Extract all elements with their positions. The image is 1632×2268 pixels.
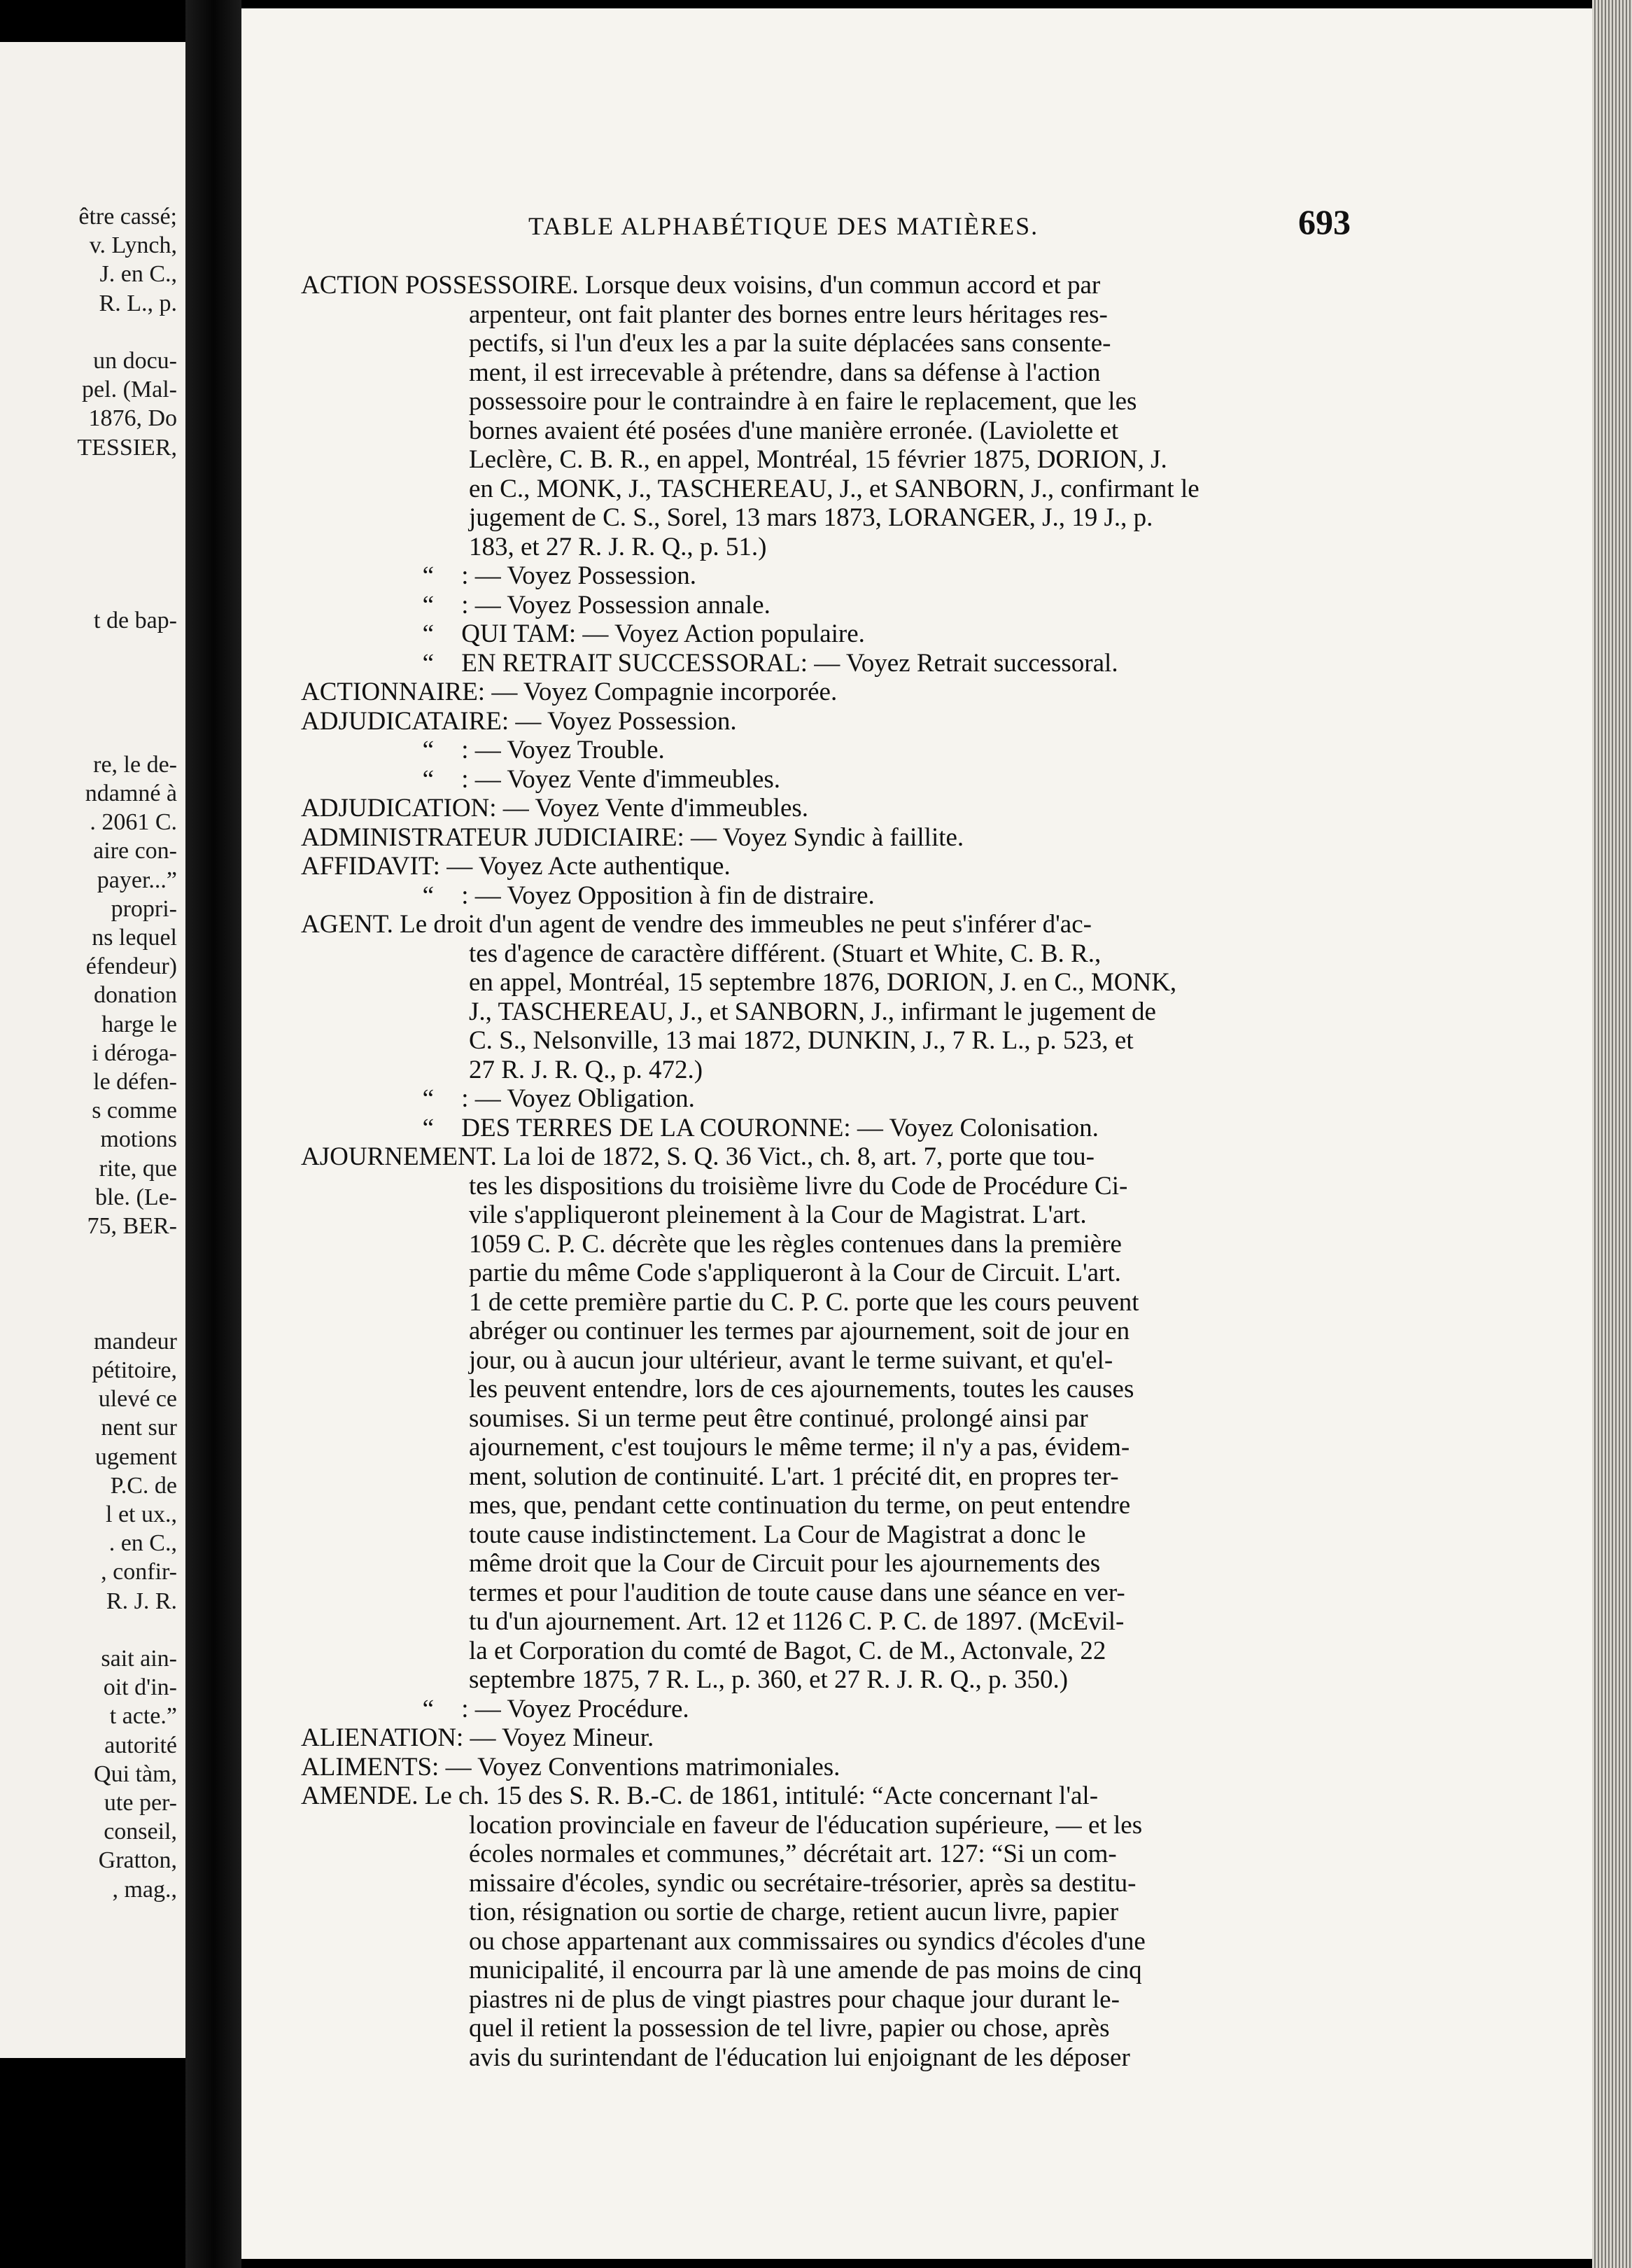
index-continuation-line: pectifs, si l'un d'eux les a par la suite déplacées sans consente- xyxy=(469,329,1111,358)
subentry-text: : — Voyez Trouble. xyxy=(455,736,665,764)
facing-page-fragment: donation xyxy=(94,982,177,1009)
facing-page-fragment: oit d'in- xyxy=(103,1674,177,1701)
facing-page-fragment: être cassé; xyxy=(78,204,177,230)
ditto-mark: “ xyxy=(422,648,434,678)
index-continuation-line: municipalité, il encourra par là une amende de pas moins de cinq xyxy=(469,1956,1142,1984)
index-continuation-line: 27 R. J. R. Q., p. 472.) xyxy=(469,1055,703,1084)
subentry-text: : — Voyez Obligation. xyxy=(455,1084,695,1113)
index-entry-line: AFFIDAVIT: — Voyez Acte authentique. xyxy=(301,852,731,881)
facing-page-fragment: ndamné à xyxy=(85,780,177,806)
index-continuation-line: 1059 C. P. C. décrète que les règles contenues dans la première xyxy=(469,1229,1122,1259)
index-continuation-line: J., TASCHEREAU, J., et SANBORN, J., infirmant le jugement de xyxy=(469,997,1156,1026)
facing-page-fragment: propri- xyxy=(111,895,177,922)
index-page xyxy=(241,8,1592,2259)
facing-page-fragment: conseil, xyxy=(104,1819,177,1845)
facing-page-fragment: ute per- xyxy=(104,1790,177,1816)
index-continuation-line: 1 de cette première partie du C. P. C. porte que les cours peuvent xyxy=(469,1287,1139,1317)
index-entry-line: ACTIONNAIRE: — Voyez Compagnie incorporée. xyxy=(301,678,838,706)
index-subentry-line xyxy=(301,561,1592,591)
facing-page-fragment: 75, BER- xyxy=(87,1213,177,1239)
ditto-mark: “ xyxy=(422,1084,434,1113)
index-entry-line: ACTION POSSESSOIRE. Lorsque deux voisins, d'un commun accord et par xyxy=(301,271,1101,300)
ditto-mark: “ xyxy=(422,590,434,620)
book-gutter xyxy=(185,0,241,2268)
index-continuation-line: tu d'un ajournement. Art. 12 et 1126 C. P. C. de 1897. (McEvil- xyxy=(469,1607,1125,1636)
index-continuation-line: arpenteur, ont fait planter des bornes entre leurs héritages res- xyxy=(469,300,1108,329)
index-continuation-line: C. S., Nelsonville, 13 mai 1872, DUNKIN, J., 7 R. L., p. 523, et xyxy=(469,1026,1134,1055)
subentry-text: DES TERRES DE LA COURONNE: — Voyez Colonisation. xyxy=(455,1113,1099,1142)
index-entry-line: ALIMENTS: — Voyez Conventions matrimoniales. xyxy=(301,1752,840,1782)
facing-page-fragment: aire con- xyxy=(93,838,177,864)
index-continuation-line: toute cause indistinctement. La Cour de Magistrat a donc le xyxy=(469,1520,1086,1549)
index-entry-line: ADJUDICATAIRE: — Voyez Possession. xyxy=(301,706,737,736)
index-entry-line: ADMINISTRATEUR JUDICIAIRE: — Voyez Syndic à faillite. xyxy=(301,822,964,852)
index-continuation-line: mes, que, pendant cette continuation du terme, on peut entendre xyxy=(469,1491,1131,1520)
index-continuation-line: la et Corporation du comté de Bagot, C. de M., Actonvale, 22 xyxy=(469,1636,1106,1665)
index-subentry-line xyxy=(301,736,1592,765)
facing-page-fragment: . 2061 C. xyxy=(90,809,177,836)
index-subentry-line xyxy=(301,591,1592,620)
subentry-text: : — Voyez Possession annale. xyxy=(455,590,771,620)
index-subentry-line xyxy=(301,1695,1592,1724)
facing-page-fragment: motions xyxy=(100,1126,177,1153)
subentry-text: EN RETRAIT SUCCESSORAL: — Voyez Retrait successoral. xyxy=(455,648,1118,678)
index-entry-line: AGENT. Le droit d'un agent de vendre des immeubles ne peut s'inférer d'ac- xyxy=(301,910,1092,939)
index-continuation-line: vile s'appliqueront pleinement à la Cour de Magistrat. L'art. xyxy=(469,1200,1087,1229)
index-continuation-line: piastres ni de plus de vingt piastres pour chaque jour durant le- xyxy=(469,1984,1120,2014)
index-continuation-line: abréger ou continuer les termes par ajournement, soit de jour en xyxy=(469,1317,1130,1345)
facing-page-fragment: s comme xyxy=(92,1098,177,1124)
facing-page-fragment: , mag., xyxy=(112,1876,177,1903)
index-continuation-line: jour, ou à aucun jour ultérieur, avant le terme suivant, et qu'el- xyxy=(469,1345,1113,1375)
index-continuation-line: tion, résignation ou sortie de charge, retient aucun livre, papier xyxy=(469,1898,1119,1926)
facing-page-fragment: . en C., xyxy=(108,1530,177,1557)
index-subentry-line xyxy=(301,881,1592,911)
index-continuation-line: ou chose appartenant aux commissaires ou syndics d'écoles d'une xyxy=(469,1926,1146,1956)
facing-page-fragment: ble. (Le- xyxy=(94,1184,177,1210)
index-continuation-line: partie du même Code s'appliqueront à la Cour de Circuit. L'art. xyxy=(469,1259,1121,1287)
subentry-text: : — Voyez Opposition à fin de distraire. xyxy=(455,881,875,910)
index-entry-line: AMENDE. Le ch. 15 des S. R. B.-C. de 1861, intitulé: “Acte concernant l'al- xyxy=(301,1782,1099,1810)
facing-page-fragment: un docu- xyxy=(93,348,177,374)
facing-page-fragment: R. L., p. xyxy=(99,290,177,316)
index-entries xyxy=(301,271,1592,2072)
facing-page-fragment: t acte.” xyxy=(109,1703,177,1730)
index-continuation-line: soumises. Si un terme peut être continué, prolongé ainsi par xyxy=(469,1404,1088,1433)
index-continuation-line: missaire d'écoles, syndic ou secrétaire-trésorier, après sa destitu- xyxy=(469,1868,1137,1898)
facing-page-fragment: ugement xyxy=(94,1443,177,1470)
page-edges xyxy=(1592,0,1632,2268)
facing-page-fragment: autorité xyxy=(104,1732,177,1758)
facing-page-fragment: R. J. R. xyxy=(106,1588,177,1614)
facing-page xyxy=(0,42,185,2058)
index-continuation-line: en C., MONK, J., TASCHEREAU, J., et SANBORN, J., confirmant le xyxy=(469,474,1200,503)
facing-page-fragment: nent sur xyxy=(101,1415,177,1441)
ditto-mark: “ xyxy=(422,1113,434,1142)
subentry-text: : — Voyez Possession. xyxy=(455,561,697,590)
index-continuation-line: septembre 1875, 7 R. L., p. 360, et 27 R. J. R. Q., p. 350.) xyxy=(469,1665,1069,1694)
facing-page-fragment: payer...” xyxy=(97,867,177,893)
index-continuation-line: termes et pour l'audition de toute cause dans une séance en ver- xyxy=(469,1578,1125,1607)
index-continuation-line: jugement de C. S., Sorel, 13 mars 1873, LORANGER, J., 19 J., p. xyxy=(469,503,1153,532)
facing-page-fragment: J. en C., xyxy=(99,261,177,288)
facing-page-fragment: pel. (Mal- xyxy=(82,377,177,403)
facing-page-fragment: v. Lynch, xyxy=(89,232,177,259)
index-continuation-line: avis du surintendant de l'éducation lui enjoignant de les déposer xyxy=(469,2043,1130,2072)
facing-page-fragment: TESSIER, xyxy=(77,434,177,461)
facing-page-fragment: pétitoire, xyxy=(92,1357,177,1383)
facing-page-fragment: 1876, Do xyxy=(88,405,177,432)
ditto-mark: “ xyxy=(422,764,434,794)
index-continuation-line: location provinciale en faveur de l'éducation supérieure, — et les xyxy=(469,1810,1143,1840)
ditto-mark: “ xyxy=(422,1694,434,1723)
index-continuation-line: même droit que la Cour de Circuit pour les ajournements des xyxy=(469,1549,1101,1578)
index-subentry-line xyxy=(301,649,1592,678)
facing-page-fragment: mandeur xyxy=(94,1328,177,1354)
index-continuation-line: ment, solution de continuité. L'art. 1 précité dit, en propres ter- xyxy=(469,1462,1119,1491)
index-continuation-line: tes les dispositions du troisième livre du Code de Procédure Ci- xyxy=(469,1171,1128,1200)
index-subentry-line xyxy=(301,620,1592,649)
facing-page-fragment: ulevé ce xyxy=(98,1386,177,1413)
facing-page-fragment: le défen- xyxy=(93,1069,177,1095)
subentry-text: : — Voyez Vente d'immeubles. xyxy=(455,764,781,794)
subentry-text: : — Voyez Procédure. xyxy=(455,1694,689,1723)
facing-page-fragment: harge le xyxy=(101,1011,177,1037)
index-subentry-line xyxy=(301,765,1592,794)
index-continuation-line: écoles normales et communes,” décrétait art. 127: “Si un com- xyxy=(469,1840,1117,1868)
facing-page-fragment: , confir- xyxy=(101,1559,177,1586)
ditto-mark: “ xyxy=(422,620,434,648)
facing-page-fragment: re, le de- xyxy=(93,751,177,778)
subentry-text: QUI TAM: — Voyez Action populaire. xyxy=(455,620,865,648)
index-continuation-line: 183, et 27 R. J. R. Q., p. 51.) xyxy=(469,532,767,561)
index-subentry-line xyxy=(301,1114,1592,1143)
running-head: TABLE ALPHABÉTIQUE DES MATIÈRES. xyxy=(528,212,1039,240)
index-subentry-line xyxy=(301,1084,1592,1114)
index-continuation-line: en appel, Montréal, 15 septembre 1876, DORION, J. en C., MONK, xyxy=(469,968,1177,997)
facing-page-fragment: rite, que xyxy=(99,1155,177,1182)
index-continuation-line: tes d'agence de caractère différent. (Stuart et White, C. B. R., xyxy=(469,939,1102,968)
index-entry-line: ADJUDICATION: — Voyez Vente d'immeubles. xyxy=(301,794,809,822)
index-continuation-line: ment, il est irrecevable à prétendre, dans sa défense à l'action xyxy=(469,358,1101,387)
index-continuation-line: quel il retient la possession de tel livre, papier ou chose, après xyxy=(469,2014,1110,2043)
index-continuation-line: Leclère, C. B. R., en appel, Montréal, 15 février 1875, DORION, J. xyxy=(469,445,1167,474)
facing-page-fragment: Gratton, xyxy=(98,1847,177,1874)
index-entry-line: AJOURNEMENT. La loi de 1872, S. Q. 36 Vict., ch. 8, art. 7, porte que tou- xyxy=(301,1142,1095,1171)
facing-page-fragment: sait ain- xyxy=(101,1646,177,1672)
page-number: 693 xyxy=(1298,202,1351,241)
ditto-mark: “ xyxy=(422,561,434,590)
facing-page-fragment: i déroga- xyxy=(92,1040,177,1066)
index-continuation-line: bornes avaient été posées d'une manière erronée. (Laviolette et xyxy=(469,416,1119,445)
index-continuation-line: les peuvent entendre, lors de ces ajournements, toutes les causes xyxy=(469,1375,1134,1404)
index-continuation-line: possessoire pour le contraindre à en faire le replacement, que les xyxy=(469,387,1137,416)
index-continuation-line: ajournement, c'est toujours le même terme; il n'y a pas, évidem- xyxy=(469,1433,1130,1462)
facing-page-fragment: Qui tàm, xyxy=(94,1760,177,1787)
facing-page-fragment: t de bap- xyxy=(94,607,177,634)
ditto-mark: “ xyxy=(422,881,434,910)
facing-page-fragment: P.C. de xyxy=(110,1472,177,1499)
facing-page-fragment: éfendeur) xyxy=(85,953,177,980)
ditto-mark: “ xyxy=(422,736,434,764)
facing-page-fragment: l et ux., xyxy=(106,1502,177,1527)
index-entry-line: ALIENATION: — Voyez Mineur. xyxy=(301,1723,654,1752)
facing-page-fragment: ns lequel xyxy=(92,925,177,951)
